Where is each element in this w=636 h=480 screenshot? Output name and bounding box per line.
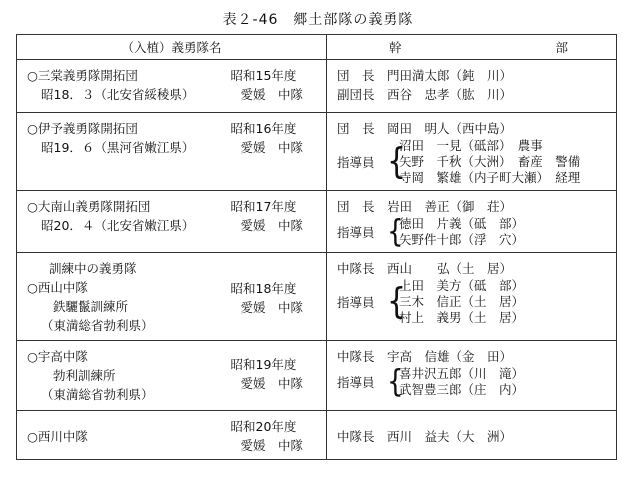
corps-name: ○大南山義勇隊開拓団: [27, 199, 151, 214]
corps-detail-2: （東満総省勃利県）: [41, 318, 154, 333]
table-row: [17, 60, 617, 113]
instructor-label: 指導員: [337, 375, 375, 390]
staff-line: 中隊長 宇高 信雄（金 田）: [337, 349, 513, 364]
staff-line: 団 長 岡田 明人（西中島）: [337, 121, 513, 136]
year-cell: [227, 341, 327, 411]
corps-detail: 昭20．４（北安省嫩江県）: [41, 218, 195, 233]
table-row: [17, 113, 617, 191]
year-cell: [227, 113, 327, 191]
table-row: [17, 191, 617, 253]
corps-name: ○三棠義勇隊開拓団: [27, 68, 138, 83]
brace-glyph: {: [387, 280, 407, 323]
staff-line: 団 長 岩田 善正（御 荘）: [337, 199, 513, 214]
year: 昭和18年度: [230, 281, 297, 296]
corps-name: ○西山中隊: [27, 280, 88, 295]
unit: 愛媛 中隊: [240, 376, 304, 391]
table-row: [17, 341, 617, 411]
header-name: （入植）義勇隊名: [17, 35, 327, 60]
instructor: 沼田 一見（砥部） 農事: [399, 138, 543, 153]
unit: 愛媛 中隊: [240, 87, 304, 102]
corps-detail-2: （東満総省勃利県）: [41, 387, 154, 402]
unit: 愛媛 中隊: [240, 218, 304, 233]
unit: 愛媛 中隊: [240, 140, 304, 155]
section-label: 訓練中の義勇隊: [49, 261, 137, 276]
unit: 愛媛 中隊: [240, 438, 304, 453]
corps-name-cell: [17, 411, 227, 460]
instructor: 上田 美方（砥 部）: [399, 278, 525, 293]
staff-line: 中隊長 西山 弘（土 居）: [337, 261, 513, 276]
staff-cell: [327, 341, 617, 411]
year: 昭和15年度: [230, 68, 297, 83]
instructor-list: [399, 278, 524, 326]
year: 昭和20年度: [230, 419, 297, 434]
year-cell: [227, 60, 327, 113]
header-staff-right: 部: [555, 40, 569, 55]
table-title: 表２-46 郷土部隊の義勇隊: [222, 12, 414, 28]
staff-cell: [327, 191, 617, 253]
corps-name-cell: [17, 341, 227, 411]
instructor-group: [337, 138, 616, 186]
instructor: 喜井沢五郎（川 滝）: [399, 366, 525, 381]
instructor-label: 指導員: [337, 295, 375, 310]
instructor: 三木 信正（土 居）: [399, 294, 525, 309]
instructor-label: 指導員: [337, 225, 375, 240]
corps-detail: 昭18．３（北安省綏稜県）: [41, 87, 195, 102]
brace-glyph: {: [387, 364, 404, 400]
year-cell: [227, 253, 327, 341]
corps-name-cell: [17, 60, 227, 113]
corps-detail: 昭19．６（黒河省嫩江県）: [41, 140, 195, 155]
corps-detail: 鉄驪鬣訓練所: [53, 299, 129, 314]
corps-detail: 勃利訓練所: [53, 368, 116, 383]
corps-name-cell: [17, 253, 227, 341]
year: 昭和19年度: [230, 357, 297, 372]
volunteer-corps-table: [16, 34, 617, 460]
instructor: 矢野件十郎（浮 穴）: [399, 232, 525, 247]
brace-glyph: {: [387, 214, 404, 250]
instructor-list: [399, 216, 524, 248]
instructor: 武智豊三郎（庄 内）: [399, 382, 525, 397]
instructor: 徳田 片義（砥 部）: [399, 216, 525, 231]
corps-name-cell: [17, 113, 227, 191]
instructor: 矢野 千秋（大洲） 畜産 警備: [399, 154, 581, 169]
year-cell: [227, 191, 327, 253]
header-row: [17, 35, 617, 60]
table-row: [17, 411, 617, 460]
staff-cell: [327, 253, 617, 341]
staff-line: 中隊長 西川 益夫（大 洲）: [337, 428, 513, 444]
instructor: 村上 義男（土 居）: [399, 310, 525, 325]
instructor-group: [337, 278, 616, 326]
corps-name: ○西川中隊: [27, 428, 88, 444]
corps-name-cell: [17, 191, 227, 253]
instructor-group: [337, 216, 616, 248]
instructor-label: 指導員: [337, 155, 375, 170]
year: 昭和17年度: [230, 199, 297, 214]
instructor: 寺岡 繁雄（内子町大瀬） 経理: [399, 170, 581, 185]
staff-cell: [327, 60, 617, 113]
instructor-list: [399, 138, 580, 186]
year: 昭和16年度: [230, 121, 297, 136]
corps-name: ○伊予義勇隊開拓団: [27, 121, 138, 136]
staff-line: 団 長 門田満太郎（鈍 川）: [337, 68, 513, 83]
brace-glyph: {: [387, 140, 407, 183]
staff-cell: [327, 411, 617, 460]
table-row: [17, 253, 617, 341]
year-cell: [227, 411, 327, 460]
unit: 愛媛 中隊: [240, 300, 304, 315]
header-staff: [327, 35, 617, 60]
corps-name: ○宇高中隊: [27, 349, 88, 364]
header-staff-left: 幹: [389, 40, 402, 55]
staff-line: 副団長 西谷 忠孝（肱 川）: [337, 87, 513, 102]
instructor-group: [337, 366, 616, 398]
instructor-list: [399, 366, 524, 398]
staff-cell: [327, 113, 617, 191]
